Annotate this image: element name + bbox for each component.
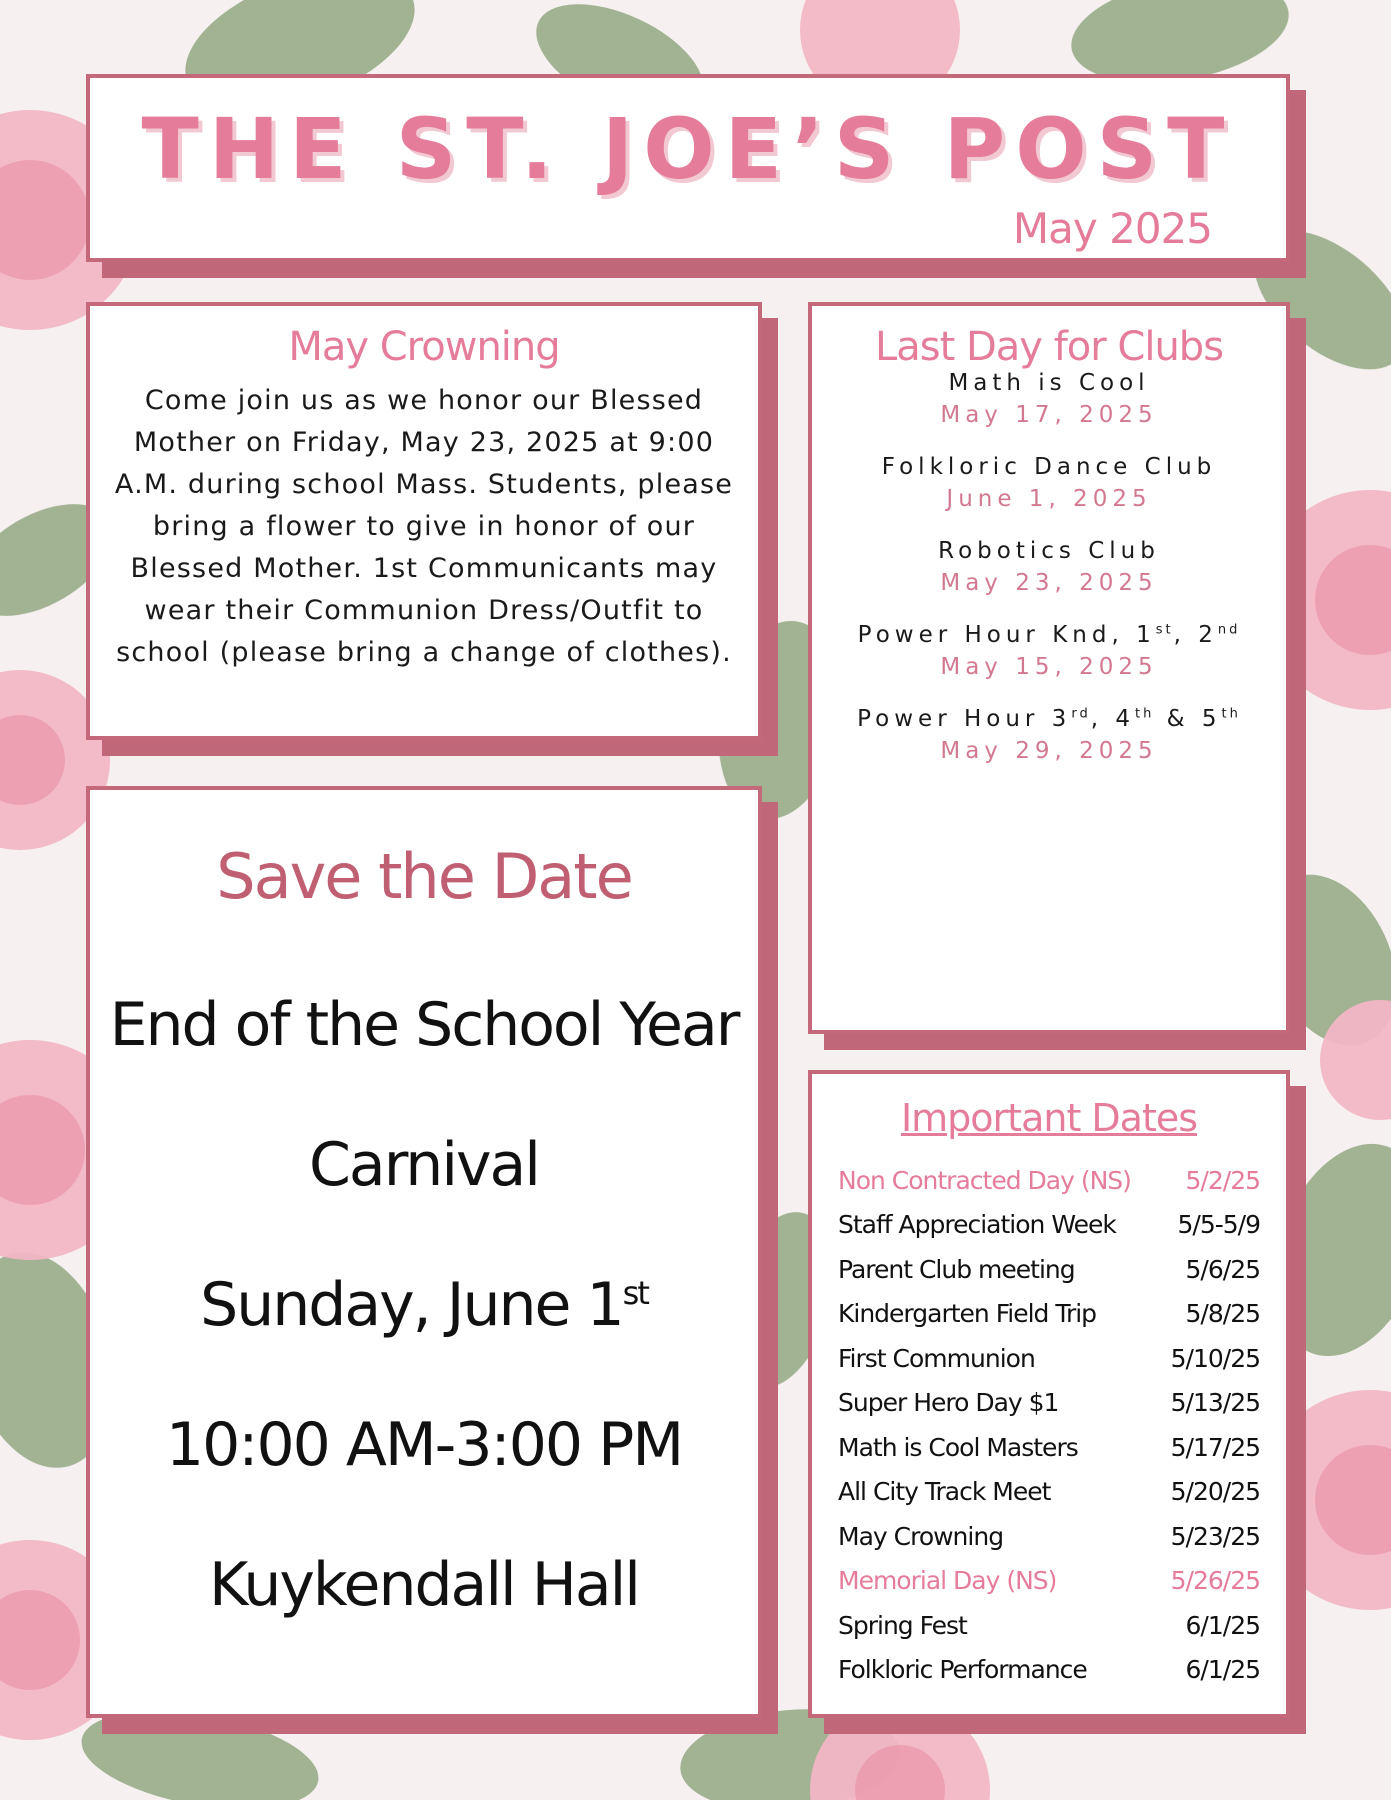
club-name: Folkloric Dance Club (881, 454, 1217, 480)
date-row-event: Parent Club meeting (838, 1254, 1075, 1284)
club-name: Robotics Club (938, 538, 1160, 564)
date-row-date: 5/17/25 (1170, 1432, 1260, 1462)
save-the-date-heading: Save the Date (216, 840, 632, 913)
masthead-panel (86, 74, 1290, 262)
save-the-date-panel (86, 786, 762, 1718)
event-date: Sunday, June 1st (200, 1270, 648, 1340)
may-crowning-panel (86, 302, 762, 740)
club-item (812, 706, 1286, 764)
date-row (838, 1603, 1260, 1648)
date-row (838, 1559, 1260, 1604)
club-date: May 23, 2025 (940, 570, 1158, 596)
club-date: May 17, 2025 (940, 402, 1158, 428)
club-item (812, 622, 1286, 680)
date-row (838, 1336, 1260, 1381)
date-row (838, 1514, 1260, 1559)
date-row-date: 6/1/25 (1185, 1655, 1260, 1685)
club-item (812, 538, 1286, 596)
issue-date: May 2025 (1012, 204, 1212, 253)
date-row (838, 1381, 1260, 1426)
club-date: June 1, 2025 (946, 486, 1152, 512)
date-row (838, 1648, 1260, 1693)
event-time: 10:00 AM-3:00 PM (165, 1410, 683, 1480)
date-row (838, 1158, 1260, 1203)
clubs-panel (808, 302, 1290, 1034)
date-row-date: 5/2/25 (1185, 1165, 1260, 1195)
event-title: End of the School Year (109, 990, 739, 1060)
date-row-date: 5/6/25 (1185, 1254, 1260, 1284)
date-row-event: Non Contracted Day (NS) (838, 1165, 1131, 1195)
date-row-date: 5/13/25 (1170, 1388, 1260, 1418)
club-name: Power Hour Knd, 1st, 2nd (857, 622, 1241, 648)
club-date: May 29, 2025 (940, 738, 1158, 764)
date-row (838, 1247, 1260, 1292)
date-row-event: Kindergarten Field Trip (838, 1299, 1097, 1329)
date-row-date: 5/8/25 (1185, 1299, 1260, 1329)
club-item (812, 454, 1286, 512)
may-crowning-heading: May Crowning (288, 324, 560, 370)
date-row-event: Math is Cool Masters (838, 1432, 1078, 1462)
date-row-event: All City Track Meet (838, 1477, 1051, 1507)
date-row-event: First Communion (838, 1343, 1035, 1373)
date-row (838, 1292, 1260, 1337)
important-dates-panel (808, 1070, 1290, 1718)
event-subtitle: Carnival (309, 1130, 539, 1200)
date-row-event: Staff Appreciation Week (838, 1210, 1116, 1240)
may-crowning-body: Come join us as we honor our Blessed Mother on Friday, May 23, 2025 at 9:00 A.M. during school Mass. Students, please bring a flower to give in honor of our Blessed Mother. 1st Communicants may wear their Communion Dress/Outfit to school (please bring a change of clothes). (114, 385, 734, 668)
important-dates-heading: Important Dates (900, 1096, 1198, 1140)
important-dates-list (838, 1158, 1260, 1692)
date-row-event: May Crowning (838, 1521, 1004, 1551)
date-row (838, 1203, 1260, 1248)
club-name: Math is Cool (948, 370, 1150, 396)
newsletter-title: THE ST. JOE’S POST (141, 100, 1235, 198)
date-row-date: 6/1/25 (1185, 1610, 1260, 1640)
date-row-date: 5/23/25 (1170, 1521, 1260, 1551)
clubs-heading: Last Day for Clubs (874, 324, 1224, 370)
date-row-date: 5/26/25 (1170, 1566, 1260, 1596)
club-date: May 15, 2025 (940, 654, 1158, 680)
event-location: Kuykendall Hall (209, 1550, 639, 1620)
date-row (838, 1470, 1260, 1515)
club-name: Power Hour 3rd, 4th & 5th (857, 706, 1241, 732)
date-row-event: Memorial Day (NS) (838, 1566, 1057, 1596)
date-row-date: 5/5-5/9 (1177, 1210, 1260, 1240)
date-row-date: 5/10/25 (1170, 1343, 1260, 1373)
date-row-event: Super Hero Day $1 (838, 1388, 1059, 1418)
club-item (812, 370, 1286, 428)
date-row-event: Spring Fest (838, 1610, 967, 1640)
date-row-event: Folkloric Performance (838, 1655, 1087, 1685)
date-row-date: 5/20/25 (1170, 1477, 1260, 1507)
date-row (838, 1425, 1260, 1470)
